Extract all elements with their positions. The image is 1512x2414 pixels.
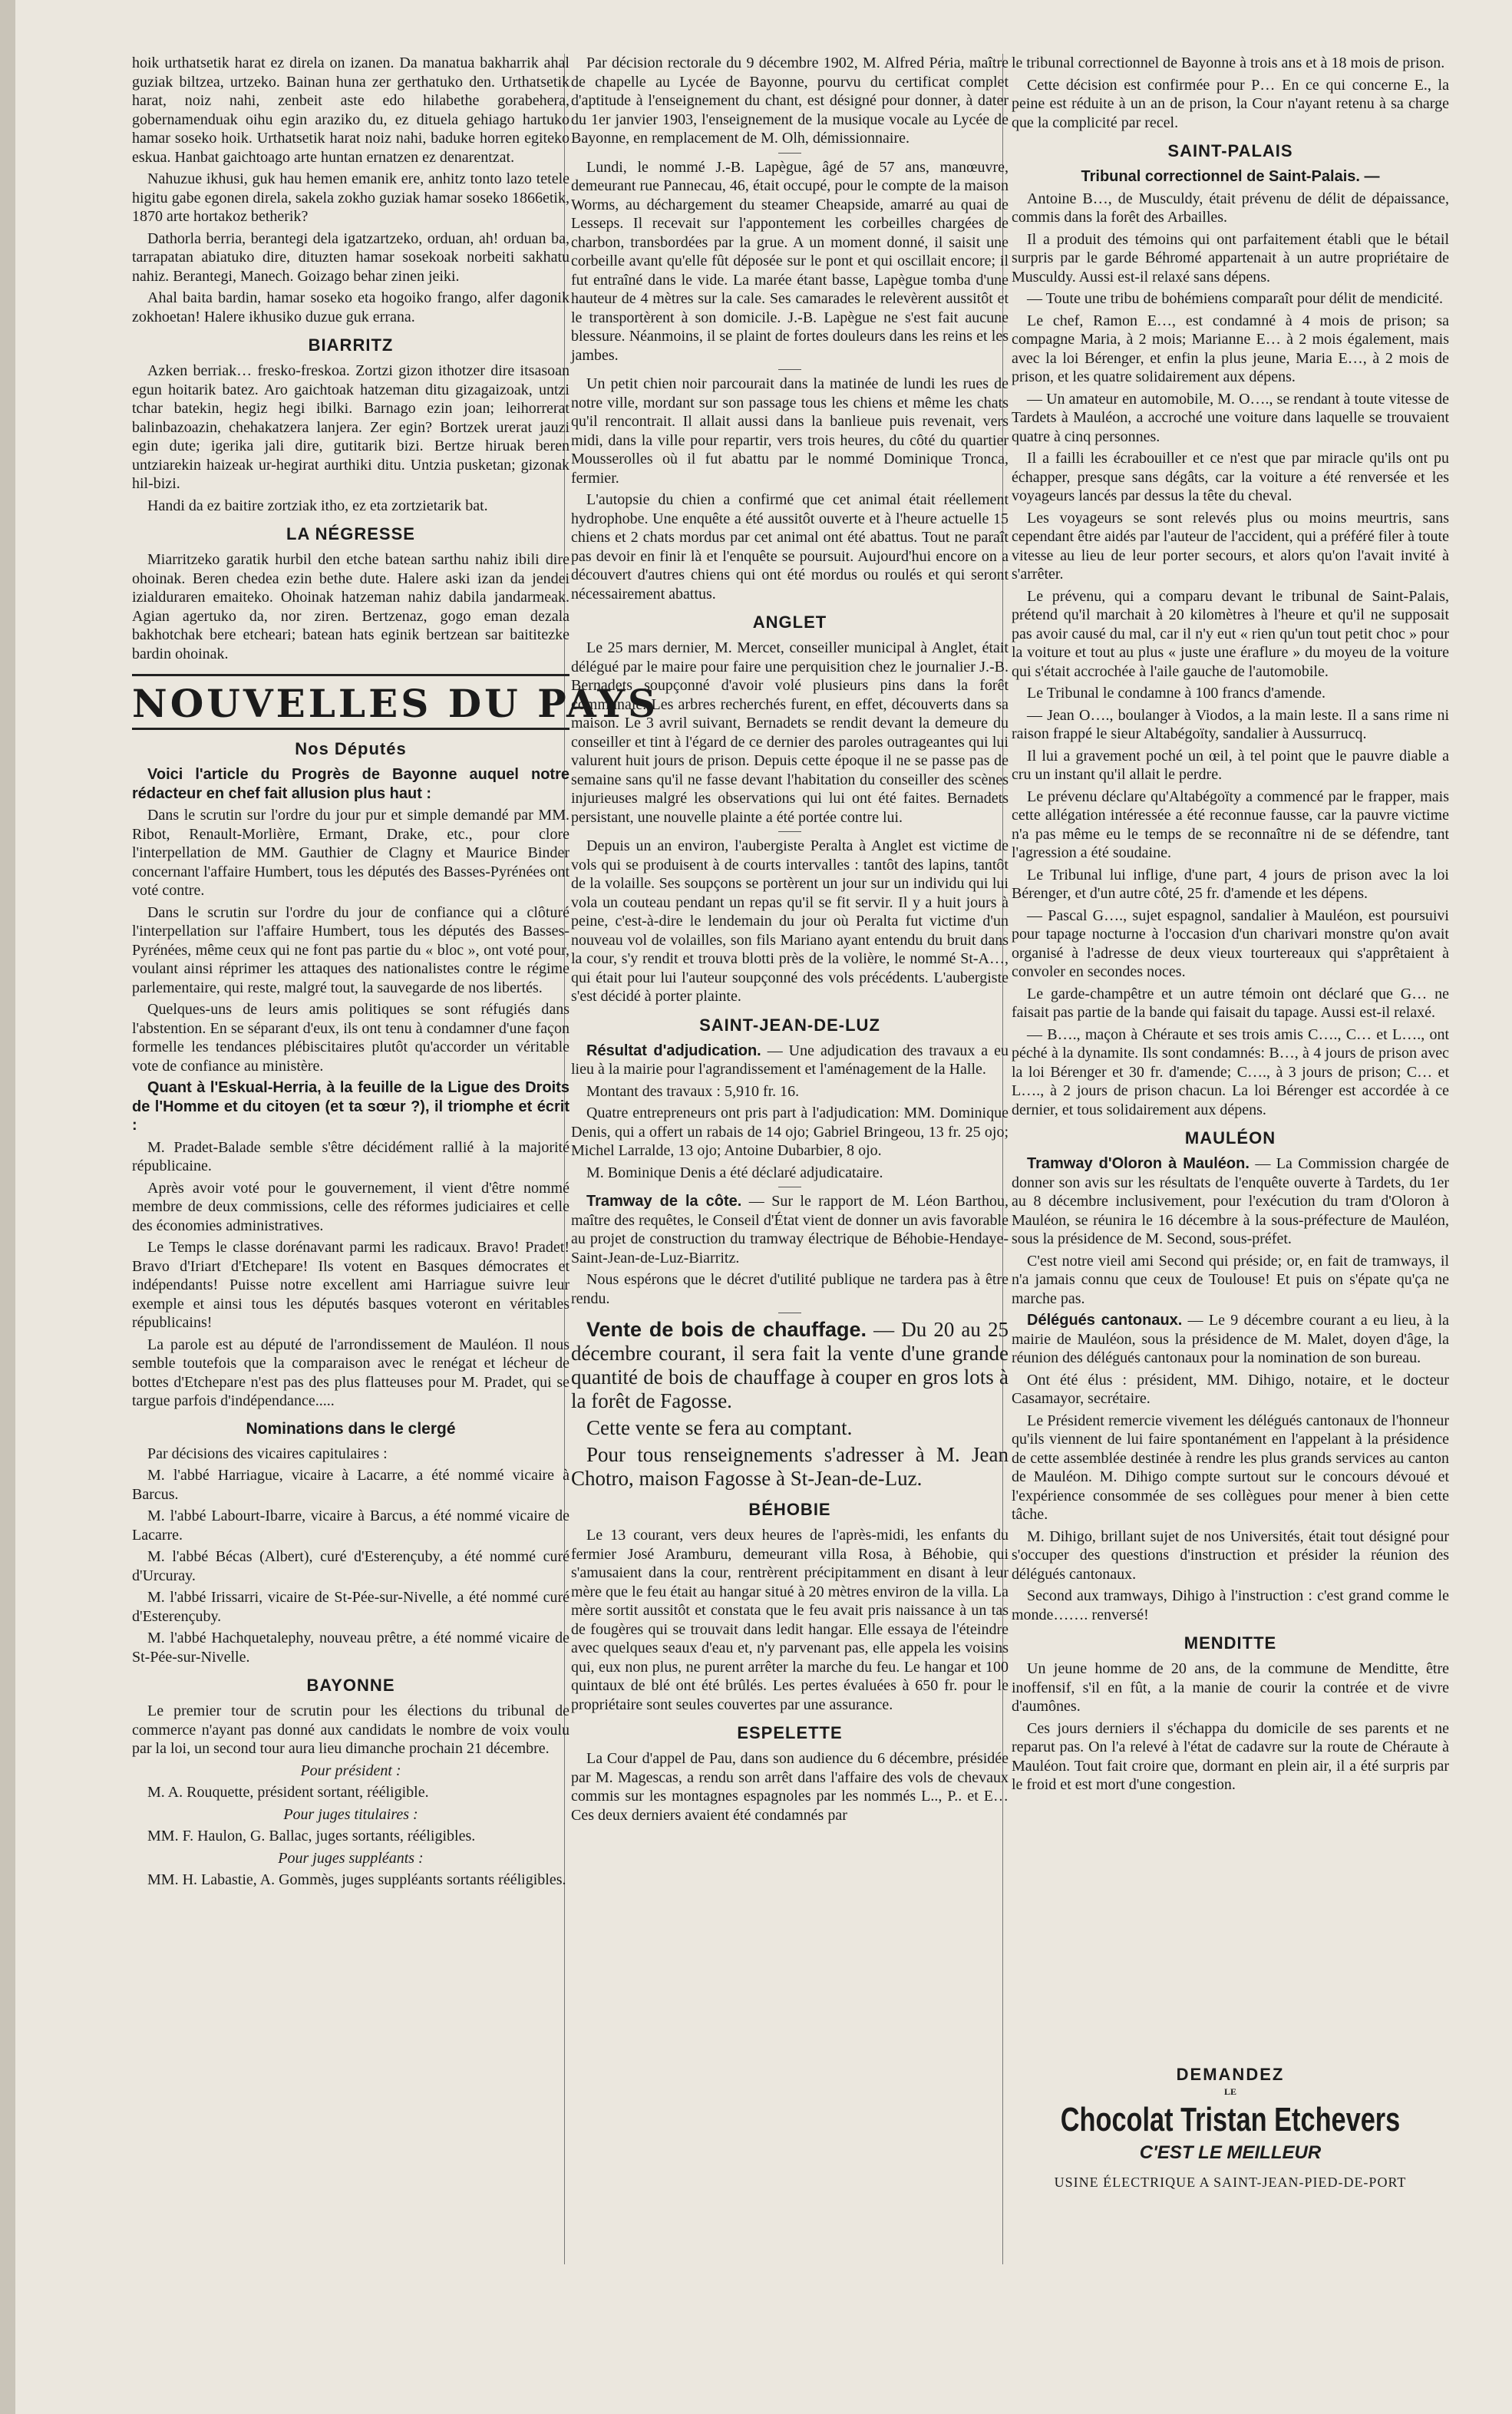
body-text: — La Commission chargée de donner son avis sur les résultats de l'enquête ouverte à Tardets, du 1er au 8 décembre inclusivement, pour l'exécution du tram d'Oloron à Mauléon, se réunira le 16 décembre à la sous-préfecture de Mauléon, sous la présidence de M. Second, sous-préfet.	[1012, 1155, 1449, 1247]
paragraph: Voici l'article du Progrès de Bayonne auquel notre rédacteur en chef fait allusion plus haut :	[132, 766, 569, 802]
paragraph: Miarritzeko garatik hurbil den etche batean sarthu nahiz ibili dire ohoinak. Beren chedea ezin bethe dute. Halere aski izan da jendei izialduraren emaiteko. Ohoinak hatzeman nahiz dabila jandarmeak. Agian agertuko da, nor ziren. Bertzenaz, gogo eman dezala bakhotchak bere etcheari; batean hats eginik bertzean sar baititezke bardin ohoinak.	[132, 551, 569, 662]
paragraph: — B…., maçon à Chéraute et ses trois amis C…., C… et L…., ont péché à la dynamite. Ils sont condamnés: B…, à 4 jours de prison avec la loi Bérenger et 30 fr. d'amende; C…., à 3 jours de prison; C… et L…., à 2 jours de prison chacun. La loi Bérenger est accordée à ce dernier, et tous solidairement aux dépens.	[1012, 1025, 1449, 1118]
lead-text: Tramway de la côte.	[586, 1193, 742, 1210]
paragraph: Handi da ez baitire zortziak itho, ez eta zortzietarik bat.	[147, 497, 488, 514]
paragraph: Par décision rectorale du 9 décembre 1902, M. Alfred Péria, maître de chapelle au Lycée de Bayonne, pourvu du certificat complet d'aptitude à l'enseignement du chant, est désigné pour donner, à dater du 1er janvier 1903, l'enseignement de la musique vocale au Lycée de Bayonne, en remplacement de M. Olh, démissionnaire.	[571, 54, 1009, 147]
paragraph: Ont été élus : président, MM. Dihigo, notaire, et le docteur Casamayor, secrétaire.	[1012, 1371, 1449, 1407]
paragraph: Quelques-uns de leurs amis politiques se sont réfugiés dans l'abstention. En se séparant d'eux, ils ont tenu à condamner d'une façon formelle les tendances plébiscitaires plutôt qu'accorder un véritable vote de confiance au ministère.	[132, 1001, 569, 1075]
separator	[778, 831, 801, 832]
section-heading-clerge: Nominations dans le clergé	[246, 1419, 456, 1438]
paragraph: Le garde-champêtre et un autre témoin ont déclaré que G… ne faisait pas partie de la bande qui faisait du tapage. Aussi est-il relaxé.	[1012, 985, 1449, 1021]
paragraph: Pour tous renseignements s'adresser à M. Jean Chotro, maison Fagosse à St-Jean-de-Luz.	[571, 1443, 1009, 1490]
paragraph: Dans le scrutin sur l'ordre du jour pur et simple demandé par MM. Ribot, Renault-Morlière, Ermant, Drake, etc., pour clore l'interpellation de MM. Gauthier de Clagny et Maurice Binder concernant l'affaire Humbert, tous les députés des Basses-Pyrénées ont voté contre.	[132, 807, 569, 899]
paragraph: Dans le scrutin sur l'ordre du jour de confiance qui a clôturé l'interpellation sur l'affaire Humbert, tous les députés des Basses-Pyrénées, même ceux qui ne font pas partie du « bloc », ont voté pour, voulant ainsi réprimer les attaques des nationalistes contre le régime parlementaire, qui reste, malgré tout, la sauvegarde de nos libertés.	[132, 903, 569, 996]
ad-slogan: C'EST LE MEILLEUR	[1139, 2142, 1322, 2163]
paragraph: — Jean O…., boulanger à Viodos, a la main leste. Il a sans rime ni raison frappé le sieur Altabégoïty, sandalier à Aussurrucq.	[1012, 706, 1449, 742]
paragraph: — Un amateur en automobile, M. O…., se rendant à toute vitesse de Tardets à Mauléon, a accroché une voiture dans laquelle se trouvaient quatre à cinq personnes.	[1012, 390, 1449, 445]
paragraph	[571, 1042, 1009, 1079]
paragraph: Le 13 courant, vers deux heures de l'après-midi, les enfants du fermier José Aramburu, demeurant villa Rosa, à Béhobie, qui s'amusaient dans la cour, rentrèrent précipitamment en disant à leur mère que le feu était au hangar situé à 20 mètres environ de la villa. La mère sortit aussitôt et constata que le feu avait pris naissance à un tas de fougères qui se trouvait dans ledit hangar. Elle essaya de l'éteindre avec quelques seaux d'eau et, n'y parvenant pas, elle appela les voisins qui, eux non plus, ne purent arrêter la marche du feu. Le hangar et 100 quintaux de blé ont été brûlés. Les pertes évaluées à 650 fr. pour le propriétaire sont seules couvertes par une assurance.	[571, 1527, 1009, 1713]
column-3	[1012, 54, 1449, 2080]
section-heading-saint-jean-de-luz: SAINT-JEAN-DE-LUZ	[699, 1015, 880, 1035]
paragraph: M. l'abbé Hachquetalephy, nouveau prêtre, a été nommé vicaire de St-Pée-sur-Nivelle.	[132, 1630, 569, 1666]
paragraph: M. Bominique Denis a été déclaré adjudicataire.	[586, 1164, 883, 1181]
advert-bois	[571, 1318, 1009, 1491]
body-text: — Le 9 décembre courant a eu lieu, à la mairie de Mauléon, sous la présidence de M. Malet, doyen d'âge, la réunion des délégués cantonaux pour la nomination de son bureau.	[1012, 1312, 1449, 1366]
paragraph: Montant des travaux : 5,910 fr. 16.	[586, 1082, 800, 1100]
section-heading-behobie: BÉHOBIE	[748, 1500, 831, 1519]
paragraph: Dathorla berria, berantegi dela igatzartzeko, orduan, ah! orduan ba, tarrapatan abiatuko dire, dituzten hamar sosekoak norbeiti sakhatu nahiz. Berantegi, Manech. Goizago behar zinen jeiki.	[132, 230, 569, 285]
ad-article: LE	[1223, 2086, 1236, 2097]
paragraph: Le 25 mars dernier, M. Mercet, conseiller municipal à Anglet, était délégué par le maire pour faire une perquisition chez le journalier J.-B. Bernadets soupçonné d'avoir volé plusieurs pins dans la forêt communale. Les arbres recherchés furent, en effet, découverts dans sa maison. Le 3 avril suivant, Bernadets se rendit devant la demeure du conseiller et tint à l'égard de ce dernier des paroles outrageantes qui lui valurent huit jours de prison. Depuis cette époque il ne se passe pas de semaine sans qu'il ne fasse devant l'habitation du conseiller des scènes injurieuses malgré les observations qui lui ont été faites. Bernadets persistant, une nouvelle plainte a été portée contre lui.	[571, 639, 1009, 826]
paragraph: Après avoir voté pour le gouvernement, il vient d'être nommé membre de deux commissions, celle des réformes judiciaires et celle des économies administratives.	[132, 1179, 569, 1234]
paragraph: Le Temps le classe dorénavant parmi les radicaux. Bravo! Pradet! Bravo d'Iriart d'Etchepare! Ils votent en Basques démocrates et indépendants! Puisse notre excellent ami Harriague suivre leur exemple et ainsi tous les députés basques voteront en véritables républicains!	[132, 1239, 569, 1331]
section-heading-mauleon: MAULÉON	[1184, 1128, 1276, 1148]
body-text: — Du 20 au 25 décembre courant, il sera fait la vente d'une grande quantité de bois de chauffage à couper en gros lots à la forêt de Fagosse.	[571, 1318, 1009, 1412]
paragraph: Quant à l'Eskual-Herria, à la feuille de la Ligue des Droits de l'Homme et du citoyen (et ta sœur ?), il triomphe et écrit :	[132, 1079, 569, 1134]
section-heading-deputes: Nos Députés	[295, 739, 407, 758]
separator	[778, 153, 801, 154]
sub-heading: Tribunal correctionnel de Saint-Palais. —	[1081, 168, 1380, 185]
section-heading-bayonne: BAYONNE	[306, 1676, 395, 1695]
paragraph	[1012, 1311, 1449, 1368]
section-heading-menditte: MENDITTE	[1184, 1633, 1277, 1653]
paragraph: Quatre entrepreneurs ont pris part à l'adjudication: MM. Dominique Denis, qui a offert un rabais de 14 ojo; Gabriel Bringeou, 13 fr. 25 ojo; Michel Larralde, 13 ojo; Antoine Dubarbier, 8 ojo.	[571, 1105, 1009, 1159]
nouvelles-banner: NOUVELLES DU PAYS	[132, 674, 569, 730]
paragraph: Nous espérons que le décret d'utilité publique ne tardera pas à être rendu.	[571, 1271, 1009, 1307]
paragraph: Pour juges titulaires :	[283, 1805, 418, 1823]
ad-address: USINE ÉLECTRIQUE A SAINT-JEAN-PIED-DE-PORT	[1054, 2175, 1407, 2190]
paragraph: Il lui a gravement poché un œil, à tel point que le pauvre diable a cru un instant qu'il allait le perdre.	[1012, 747, 1449, 783]
paragraph: Cette vente se fera au comptant.	[586, 1416, 853, 1439]
paragraph: M. l'abbé Harriague, vicaire à Lacarre, a été nommé vicaire à Barcus.	[132, 1467, 569, 1503]
paragraph: Le Tribunal lui inflige, d'une part, 4 jours de prison avec la loi Bérenger, et d'un autre côté, 25 fr. d'amende et les dépens.	[1012, 866, 1449, 902]
paragraph: Second aux tramways, Dihigo à l'instruction : c'est grand comme le monde……. renversé!	[1012, 1587, 1449, 1623]
paragraph: — Pascal G…., sujet espagnol, sandalier à Mauléon, est poursuivi pour tapage nocturne à l'occasion d'un charivari monstre qu'on avait organisé à l'adresse de deux vieux tourtereaux qui s'apprêtaient à convoler en secondes noces.	[1012, 906, 1449, 980]
paragraph: MM. H. Labastie, A. Gommès, juges suppléants sortants rééligibles.	[147, 1871, 566, 1888]
paragraph: Un jeune homme de 20 ans, de la commune de Menditte, être inoffensif, s'il en fût, a la manie de courir la contrée et de vivre d'aumônes.	[1012, 1660, 1449, 1715]
paragraph: Nahuzue ikhusi, guk hau hemen emanik ere, anhitz tonto lazo tetele higitu gabe egonen direla, sakela zokho guziak hamar soseko 1866etik, 1870 arte hortakoz betherik?	[132, 170, 569, 225]
paragraph: M. l'abbé Irissarri, vicaire de St-Pée-sur-Nivelle, a été nommé curé d'Esterençuby.	[132, 1589, 569, 1625]
column-1	[132, 54, 659, 2264]
paragraph: M. A. Rouquette, président sortant, rééligible.	[147, 1784, 429, 1801]
paragraph: Le prévenu, qui a comparu devant le tribunal de Saint-Palais, prétend qu'il marchait à 20 kilomètres à l'heure et qu'il ne supposait pas avoir causé du mal, car il n'y eut « rien qu'un tout petit choc » pour la voiture et tout au plus « juste une éraflure » du moyeu de la voiture qui s'était accrochée à l'aile gauche de l'automobile.	[1012, 587, 1449, 680]
paragraph: hoik urthatsetik harat ez direla on izanen. Da manatua bakharrik ahal guziak biltzea, urtzeko. Bainan huna zer gerthatuko den. Urthatsetik harat, noiz nahi, zenbeit aste edo hilabethe gorabehera, gobernamenduak oihu egin araziko du, ez dituela gehiago hartuko hamar soseko hoik. Urthatsetik harat noiz nahi, baduke horren egiteko eskua. Hanbat gaichtoago arte huntan ernatzen ez denarentzat.	[132, 54, 569, 166]
paragraph: M. l'abbé Bécas (Albert), curé d'Esterençuby, a été nommé curé d'Urcuray.	[132, 1548, 569, 1584]
paragraph: Les voyageurs se sont relevés plus ou moins meurtris, sans cependant être aidés par l'auteur de l'accident, qui a préféré filer à toute vitesse au lieu de leur porter secours, et alors qu'on l'avait invité à s'arrêter.	[1012, 509, 1449, 583]
paragraph: Le chef, Ramon E…, est condamné à 4 mois de prison; sa compagne Maria, à 2 mois; Marianne E… à 2 mois également, mais avec la loi Bérenger, et enfin la plus jeune, Maria E…, à 2 mois de prison, et les quatre solidairement aux dépens.	[1012, 312, 1449, 385]
ad-brand: Chocolat Tristan Etchevers	[1060, 2101, 1401, 2138]
paragraph: M. l'abbé Labourt-Ibarre, vicaire à Barcus, a été nommé vicaire de Lacarre.	[132, 1508, 569, 1544]
separator	[778, 369, 801, 370]
paragraph	[571, 1192, 1009, 1267]
paragraph: Par décisions des vicaires capitulaires :	[147, 1445, 388, 1462]
paragraph: Depuis un an environ, l'aubergiste Peralta à Anglet est victime de vols qui se produisent à de courts intervalles : tantôt des lapins, tantôt de la volaille. Ses soupçons se portèrent un jour sur un individu qui lui vola un couteau pendant un repas qu'il se fit servir. Il y a huit jours à peine, c'est-à-dire le lendemain du jour où Peralta fut victime d'un nouveau vol de volailles, son fils Mariano ayant entendu du bruit dans la cour, s'y rendit et trouva blotti près de la volière, le nommé St-A…, qui était pour lui l'auteur soupçonné des vols précédents. L'aubergiste s'est décidé à porter plainte.	[571, 837, 1009, 1005]
ad-title: DEMANDEZ	[1176, 2065, 1285, 2084]
paragraph: Le premier tour de scrutin pour les élections du tribunal de commerce n'ayant pas donné aux candidats le nombre de voix voulu par la loi, un second tour aura lieu dimanche prochain 21 décembre.	[132, 1702, 569, 1757]
paragraph: Un petit chien noir parcourait dans la matinée de lundi les rues de notre ville, mordant sur son passage tous les chiens et même les chats qu'il rencontrait. Il allait aussi dans la banlieue puis revenait, vers midi, dans la ville pour repartir, vers trois heures, du côté du quartier Mousserolles où il fut abattu par le nommé Dominique Tronca, fermier.	[571, 375, 1009, 487]
paragraph: Pour président :	[300, 1762, 401, 1779]
paragraph: L'autopsie du chien a confirmé que cet animal était réellement hydrophobe. Une enquête a été aussitôt ouverte et à l'heure actuelle 15 chiens et 2 chats mordus par cet animal ont été abattus. Tout ne paraît pas devoir en finir là et l'enquête se poursuit. Aujourd'hui encore on a découvert d'autres chiens qui ont été mordus ou roulés et qui seront nécessairement abattus.	[571, 491, 1009, 603]
body-text: — Une adjudication des travaux a eu lieu à la mairie pour l'agrandissement et l'aménagement de la Halle.	[571, 1042, 1009, 1078]
paragraph: Le Tribunal le condamne à 100 francs d'amende.	[1027, 685, 1326, 702]
paragraph: MM. F. Haulon, G. Ballac, juges sortants, rééligibles.	[147, 1828, 476, 1844]
paragraph: Lundi, le nommé J.-B. Lapègue, âgé de 57 ans, manœuvre, demeurant rue Pannecau, 46, était occupé, pour le compte de la maison Worms, au déchargement du steamer Cheapside, amarré au quai de Lesseps. Il recevait sur l'appontement les corbeilles chargées de charbon, transbordées par la grue. A un moment donné, il saisit une corbeille avant qu'elle fût déposée sur le pont et qui oscillait encore; il fut entraîné dans le vide. La marée étant basse, Lapègue tomba d'une hauteur de 4 mètres sur la cale. Ses camarades le relevèrent aussitôt et le transportèrent à son domicile. J.-B. Lapègue ne s'est fait aucune blessure. Néanmoins, il se plaint de fortes douleurs dans les reins et les jambes.	[571, 158, 1009, 364]
paragraph: La parole est au député de l'arrondissement de Mauléon. Il nous semble toutefois que la comparaison avec le renégat et lécheur de bottes d'Etchepare n'est pas des plus flatteuses pour M. Pradet, qui se targue parfois d'indépendance.....	[132, 1336, 569, 1409]
paragraph: Il a produit des témoins qui ont parfaitement établi que le bétail surpris par le garde Béhromé appartenait à un autre propriétaire de Musculdy. Aussi est-il relaxé sans dépens.	[1012, 230, 1449, 286]
body-text: — Sur le rapport de M. Léon Barthou, maître des requêtes, le Conseil d'État vient de donner un avis favorable au projet de construction du tramway électrique de Béhobie-Hendaye-Saint-Jean-de-Luz-Biarritz.	[571, 1193, 1009, 1266]
paragraph: — Toute une tribu de bohémiens comparaît pour délit de mendicité.	[1027, 290, 1443, 307]
lead-text: Délégués cantonaux.	[1027, 1312, 1183, 1329]
paragraph	[571, 1318, 1009, 1413]
lead-text: Vente de bois de chauffage.	[586, 1318, 867, 1341]
column-2	[571, 54, 1009, 2295]
section-heading-negresse: LA NÉGRESSE	[286, 524, 415, 543]
paragraph: Cette décision est confirmée pour P… En ce qui concerne E., la peine est réduite à un an de prison, la Cour n'ayant retenu à sa charge que la complicité par recel.	[1012, 76, 1449, 131]
lead-text: Résultat d'adjudication.	[586, 1042, 761, 1059]
lead-text: Tramway d'Oloron à Mauléon.	[1027, 1155, 1250, 1172]
paragraph: C'est notre vieil ami Second qui préside; or, en fait de tramways, il n'a jamais connu que ceux de Toulouse! Et puis on s'épate qu'ça ne marche pas.	[1012, 1252, 1449, 1307]
paragraph: Le prévenu déclare qu'Altabégoïty a commencé par le frapper, mais cette allégation intéressée a été reconnue fausse, car la pauvre victime n'a pas même eu le temps de se reconnaître ni de se défendre, tant l'agression a été soudaine.	[1012, 788, 1449, 861]
section-heading-biarritz: BIARRITZ	[308, 335, 394, 355]
paragraph: Pour juges suppléants :	[278, 1849, 424, 1867]
paragraph: Il a failli les écrabouiller et ce n'est que par miracle qu'ils ont pu échapper, presque sans dégâts, car la voiture a été renversée et les voyageurs lancés par dessus la tête du cheval.	[1012, 450, 1449, 504]
paragraph: Antoine B…, de Musculdy, était prévenu de délit de dépaissance, commis dans la forêt des Arbailles.	[1012, 190, 1449, 226]
paragraph: le tribunal correctionnel de Bayonne à trois ans et à 18 mois de prison.	[1012, 54, 1445, 71]
section-heading-anglet: ANGLET	[752, 613, 827, 632]
paragraph: Ces jours derniers il s'échappa du domicile de ses parents et ne reparut pas. On l'a relevé à l'état de cadavre sur la route de Chéraute à Mauléon. Tout fait croire que, dormant en plein air, il a été surpris par le froid et est mort d'une congestion.	[1012, 1719, 1449, 1793]
chocolat-advertisement	[1012, 2065, 1449, 2191]
paragraph: Ahal baita bardin, hamar soseko eta hogoiko frango, alfer dagonik zokhoetan! Halere ikhusiko duzue guk errana.	[132, 289, 569, 325]
paragraph: La Cour d'appel de Pau, dans son audience du 6 décembre, présidée par M. Magescas, a rendu son arrêt dans l'affaire des vols de chevaux commis sur les montagnes espagnoles par les nommés L.., P.. et E… Ces deux derniers avaient été condamnés par	[571, 1750, 1009, 1824]
paragraph: M. Dihigo, brillant sujet de nos Universités, était tout désigné pour s'occuper des questions d'instruction et présider la réunion des délégués cantonaux.	[1012, 1527, 1449, 1583]
section-heading-espelette: ESPELETTE	[737, 1723, 843, 1742]
paragraph: Azken berriak… fresko-freskoa. Zortzi gizon ithotzer dire itsasoan egun hoitarik batez. Aro gaichtoak hatzeman ditu gizagaizoak, untzi tchar batekin, hegiz hegi ibilki. Barnago ezin joan; leihorrerat balinbazoazin, chehakatzera lanjera. Zer egin? Bortzek urerat jauzi egin dute; igerika jali dire, gutitarik bizi. Bertze hiruak beren untziarekin haizeak ur-hegirat aurthiki ditu. Untzia pusketan; gizonak hil-bizi.	[132, 362, 569, 492]
paragraph: Le Président remercie vivement les délégués cantonaux de l'honneur qu'ils viennent de lui faire spontanément en l'appelant à la présidence de cette assemblée destinée à rendre les plus grands services au canton de Mauléon. M. Dihigo compte surtout sur le concours dévoué et l'expérience consommée de ses collègues pour mener à bien cette tâche.	[1012, 1412, 1449, 1523]
paragraph: M. Pradet-Balade semble s'être décidément rallié à la majorité républicaine.	[132, 1138, 569, 1174]
section-heading-saint-palais: SAINT-PALAIS	[1167, 141, 1293, 160]
paragraph	[1012, 1154, 1449, 1249]
